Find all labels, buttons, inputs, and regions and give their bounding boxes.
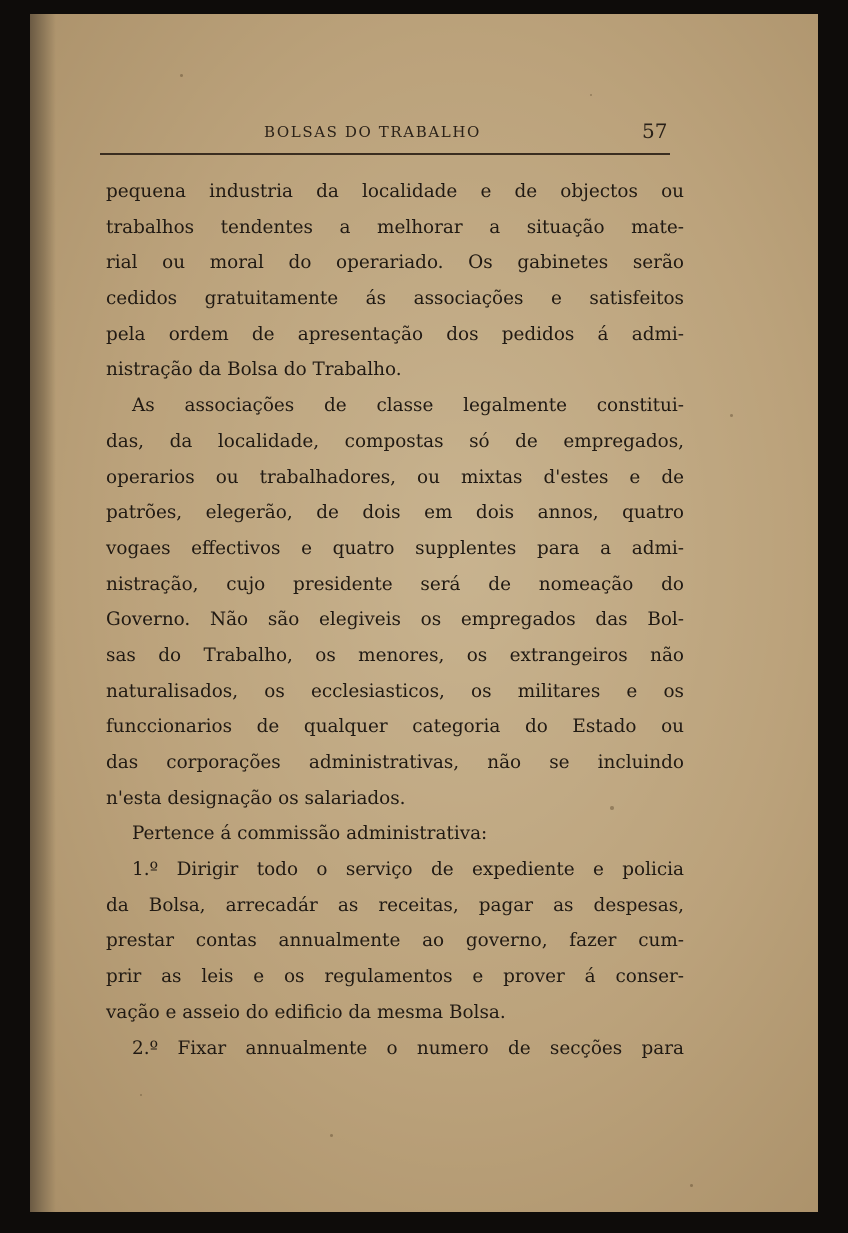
text-line: nistração da Bolsa do Trabalho. [106,359,402,381]
text-line: nistração, cujo presidente será de nomeação do [106,573,684,595]
text-line: pela ordem de apresentação dos pedidos á admi- [106,323,684,345]
text-line: As associações de classe legalmente constitui- [132,395,684,417]
body-text [106,174,684,1066]
text-line: 1.º Dirigir todo o serviço de expediente e policia [132,859,684,881]
text-line: vação e asseio do edificio da mesma Bolsa. [106,1001,506,1023]
text-line: operarios ou trabalhadores, ou mixtas d'estes e de [106,466,684,488]
paper-speck [180,74,183,77]
text-line: patrões, elegerão, de dois em dois annos, quatro [106,502,684,524]
text-line: 2.º Fixar annualmente o numero de secções para [132,1037,684,1059]
text-line: pequena industria da localidade e de objectos ou [106,181,684,202]
text-line: prestar contas annualmente ao governo, fazer cum- [106,930,684,952]
text-line: funccionarios de qualquer categoria do Estado ou [106,716,684,738]
book-page [30,14,818,1212]
page-number: 57 [642,119,668,143]
text-line: Governo. Não são elegiveis os empregados das Bol- [106,609,684,631]
text-line: sas do Trabalho, os menores, os extrangeiros não [106,644,684,666]
paper-speck [730,414,733,417]
header-rule [100,153,670,155]
paper-speck [140,1094,142,1096]
text-line: das corporações administrativas, não se incluindo [106,752,684,773]
text-line: naturalisados, os ecclesiasticos, os militares e os [106,680,684,702]
text-line: rial ou moral do operariado. Os gabinetes serão [106,252,684,274]
paper-speck [330,1134,333,1137]
paper-speck [590,94,592,96]
text-line: Pertence á commissão administrativa: [132,823,488,845]
page-spine-shadow [30,14,56,1212]
paper-speck [690,1184,693,1187]
text-line: cedidos gratuitamente ás associações e satisfeitos [106,288,684,310]
text-line: das, da localidade, compostas só de empregados, [106,430,684,452]
text-line: vogaes effectivos e quatro supplentes para a admi- [106,537,684,559]
text-line: prir as leis e os regulamentos e prover á conser- [106,966,684,988]
text-line: n'esta designação os salariados. [106,787,406,809]
text-line: da Bolsa, arrecadár as receitas, pagar as despesas, [106,894,684,916]
text-line: trabalhos tendentes a melhorar a situação mate- [106,216,684,238]
page-header [30,119,818,149]
running-title: BOLSAS DO TRABALHO [264,123,481,141]
